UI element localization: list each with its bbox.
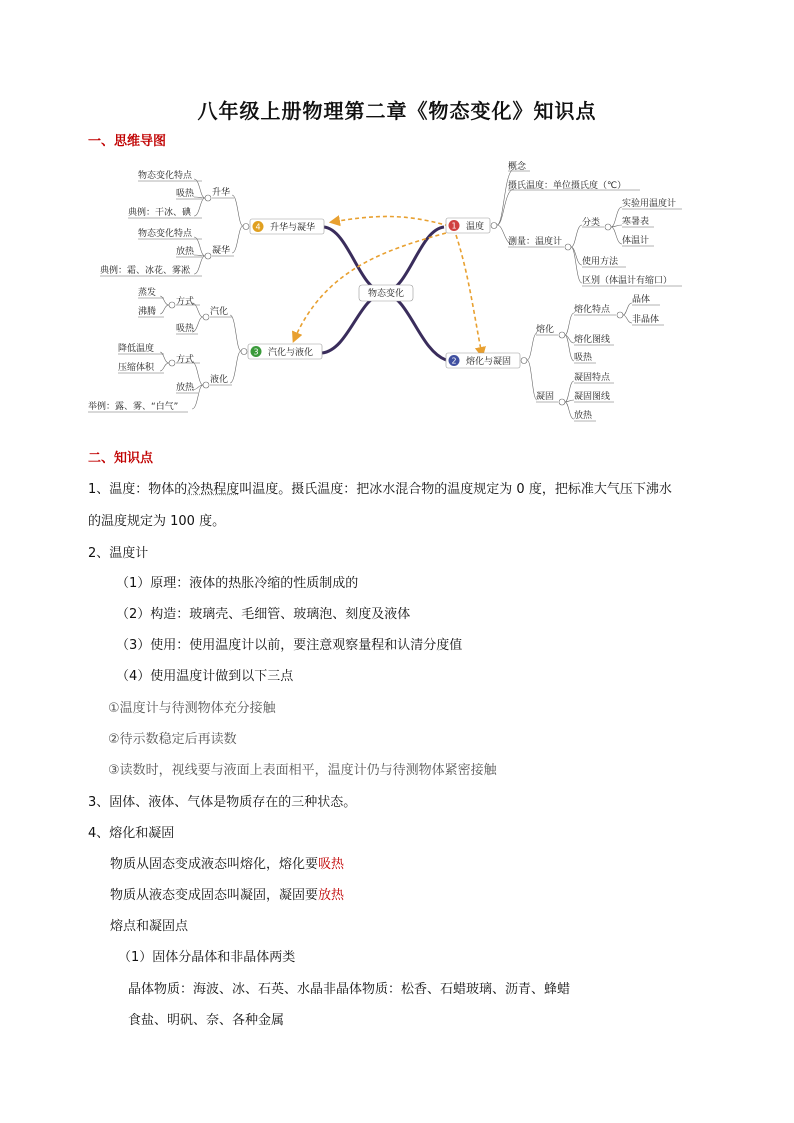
paragraph-states: 3、固体、液体、气体是物质存在的三种状态。 [88, 795, 357, 810]
svg-text:凝华: 凝华 [212, 246, 231, 256]
svg-text:吸热: 吸热 [176, 189, 195, 199]
svg-text:熔化与凝固: 熔化与凝固 [466, 357, 512, 367]
svg-text:熔化特点: 熔化特点 [574, 305, 611, 315]
svg-text:典例：霜、冰花、雾凇: 典例：霜、冰花、雾凇 [100, 266, 191, 276]
svg-text:晶体: 晶体 [632, 295, 651, 305]
svg-text:压缩体积: 压缩体积 [118, 363, 155, 373]
svg-text:举例：露、雾、“白气”: 举例：露、雾、“白气” [88, 402, 179, 412]
svg-text:4: 4 [255, 222, 261, 232]
svg-text:使用方法: 使用方法 [582, 257, 619, 267]
thermometer-principle: （1）原理：液体的热胀冷缩的性质制成的 [116, 576, 359, 591]
svg-text:沸腾: 沸腾 [138, 307, 157, 317]
svg-text:非晶体: 非晶体 [632, 315, 660, 325]
svg-text:汽化与液化: 汽化与液化 [268, 348, 314, 358]
svg-text:吸热: 吸热 [574, 353, 593, 363]
paragraph-temperature-cont: 的温度规定为 100 度。 [88, 514, 226, 529]
svg-text:放热: 放热 [176, 383, 195, 393]
crystal-examples: 晶体物质：海波、冰、石英、水晶非晶体物质：松香、石蜡玻璃、沥青、蜂蜡 [128, 982, 571, 997]
svg-text:区别（体温计有缩口）: 区别（体温计有缩口） [582, 276, 673, 286]
svg-text:降低温度: 降低温度 [118, 344, 155, 354]
svg-text:方式: 方式 [176, 297, 195, 307]
crystal-examples-cont: 食盐、明矾、奈、各种金属 [128, 1013, 285, 1028]
center-label: 物态变化 [367, 289, 405, 299]
mind-map [84, 155, 684, 430]
svg-text:吸热: 吸热 [176, 324, 195, 334]
solid-classification: （1）固体分晶体和非晶体两类 [118, 950, 296, 965]
thermometer-usage: （3）使用：使用温度计以前，要注意观察量程和认清分度值 [116, 638, 463, 653]
svg-text:熔化: 熔化 [536, 325, 555, 335]
svg-text:物态变化特点: 物态变化特点 [138, 229, 193, 239]
section-heading-knowledge: 二、知识点 [88, 451, 154, 466]
paragraph-temperature: 1、温度：物体的冷热程度叫温度。摄氏温度：把冰水混合物的温度规定为 0 度，把标准大气压下沸水 [88, 482, 672, 497]
svg-text:实验用温度计: 实验用温度计 [622, 199, 677, 209]
svg-text:升华与凝华: 升华与凝华 [270, 223, 316, 233]
point-1: ①温度计与待测物体充分接触 [108, 701, 276, 716]
svg-text:1: 1 [451, 221, 457, 231]
solidifying-definition: 物质从液态变成固态叫凝固，凝固要放热 [110, 888, 345, 903]
svg-text:物态变化特点: 物态变化特点 [138, 171, 193, 181]
svg-text:蒸发: 蒸发 [138, 288, 157, 298]
point-2: ②待示数稳定后再读数 [108, 732, 237, 747]
svg-text:体温计: 体温计 [622, 236, 650, 246]
svg-text:方式: 方式 [176, 355, 195, 365]
svg-text:凝固图线: 凝固图线 [574, 392, 611, 402]
svg-text:凝固: 凝固 [536, 392, 555, 402]
section-heading-mindmap: 一、思维导图 [88, 134, 167, 149]
svg-text:升华: 升华 [212, 188, 231, 198]
svg-text:典例：干冰、碘: 典例：干冰、碘 [128, 208, 192, 218]
point-3: ③读数时，视线要与液面上表面相平，温度计仍与待测物体紧密接触 [108, 763, 497, 778]
thermometer-structure: （2）构造：玻璃壳、毛细管、玻璃泡、刻度及液体 [116, 607, 411, 622]
svg-text:2: 2 [451, 356, 457, 366]
svg-text:测量：温度计: 测量：温度计 [508, 237, 563, 247]
melting-point-heading: 熔点和凝固点 [110, 919, 189, 934]
svg-text:分类: 分类 [582, 218, 601, 228]
svg-text:凝固特点: 凝固特点 [574, 373, 611, 383]
svg-text:摄氏温度：单位摄氏度（℃）: 摄氏温度：单位摄氏度（℃） [508, 181, 627, 191]
svg-text:放热: 放热 [176, 247, 195, 257]
svg-text:温度: 温度 [466, 222, 485, 232]
svg-text:3: 3 [253, 347, 259, 357]
heading-melting: 4、熔化和凝固 [88, 826, 175, 841]
svg-text:液化: 液化 [210, 375, 229, 385]
svg-text:熔化图线: 熔化图线 [574, 335, 611, 345]
page-title: 八年级上册物理第二章《物态变化》知识点 [197, 99, 597, 123]
thermometer-three-points: （4）使用温度计做到以下三点 [116, 669, 294, 684]
svg-text:寒暑表: 寒暑表 [622, 217, 650, 227]
heading-thermometer: 2、温度计 [88, 546, 149, 561]
svg-text:概念: 概念 [508, 162, 527, 172]
svg-text:放热: 放热 [574, 411, 593, 421]
melting-definition: 物质从固态变成液态叫熔化，熔化要吸热 [110, 857, 345, 872]
svg-text:汽化: 汽化 [210, 307, 229, 317]
